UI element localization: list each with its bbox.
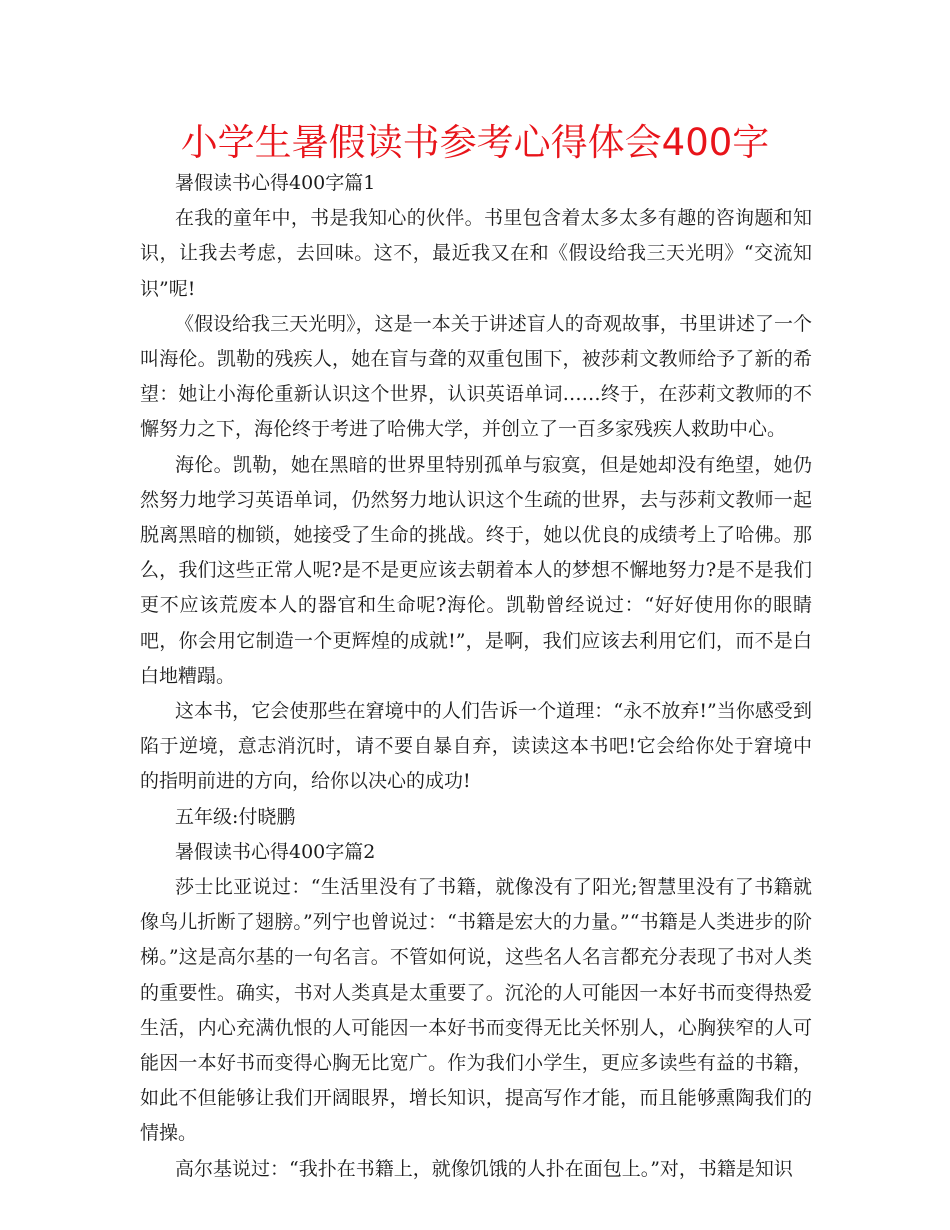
paragraph: 莎士比亚说过：“生活里没有了书籍，就像没有了阳光;智慧里没有了书籍就像鸟儿折断了翅膀。”列宁也曾说过：“书籍是宏大的力量。”“书籍是人类进步的阶梯。”这是高尔基的一句名言。不管如何说，这些名人名言都充分表现了书对人类的重要性。确实，书对人类真是太重要了。沉沦的人可能因一本好书而变得热爱生活，内心充满仇恨的人可能因一本好书而变得无比关怀别人，心胸狭窄的人可能因一本好书而变得心胸无比宽广。作为我们小学生，更应多读些有益的书籍，如此不但能够让我们开阔眼界，增长知识，提高写作才能，而且能够熏陶我们的情操。 bbox=[140, 876, 812, 1145]
section-heading-2: 暑假读书心得400字篇2 bbox=[175, 840, 376, 863]
paragraph: 高尔基说过：“我扑在书籍上，就像饥饿的人扑在面包上。”对，书籍是知识 bbox=[175, 1157, 793, 1180]
paragraph: 在我的童年中，书是我知心的伙伴。书里包含着太多太多有趣的咨询题和知识，让我去考虑，去回味。这不，最近我又在和《假设给我三天光明》“交流知识”呢! bbox=[140, 207, 812, 300]
paragraph: 这本书，它会使那些在窘境中的人们告诉一个道理：“永不放弃!”当你感受到陷于逆境，意志消沉时，请不要自暴自弃，读读这本书吧!它会给你处于窘境中的指明前进的方向，给你以决心的成功! bbox=[140, 700, 812, 793]
paragraph: 海伦。凯勒，她在黑暗的世界里特别孤单与寂寞，但是她却没有绝望，她仍然努力地学习英语单词，仍然努力地认识这个生疏的世界，去与莎莉文教师一起脱离黑暗的枷锁，她接受了生命的挑战。终于，她以优良的成绩考上了哈佛。那么，我们这些正常人呢?是不是更应该去朝着本人的梦想不懈地努力?是不是我们更不应该荒废本人的器官和生命呢?海伦。凯勒曾经说过：“好好使用你的眼睛吧，你会用它制造一个更辉煌的成就!”，是啊，我们应该去利用它们，而不是白白地糟蹋。 bbox=[140, 453, 812, 687]
paragraph: 《假设给我三天光明》，这是一本关于讲述盲人的奇观故事，书里讲述了一个叫海伦。凯勒的残疾人，她在盲与聋的双重包围下，被莎莉文教师给予了新的希望：她让小海伦重新认识这个世界，认识英语单词……终于，在莎莉文教师的不懈努力之下，海伦终于考进了哈佛大学，并创立了一百多家残疾人救助中心。 bbox=[140, 312, 812, 441]
document-title: 小学生暑假读书参考心得体会400字 bbox=[180, 121, 770, 164]
author-signature: 五年级:付晓鹏 bbox=[175, 805, 296, 828]
document-body bbox=[140, 166, 812, 1187]
section-heading-1: 暑假读书心得400字篇1 bbox=[175, 172, 376, 194]
